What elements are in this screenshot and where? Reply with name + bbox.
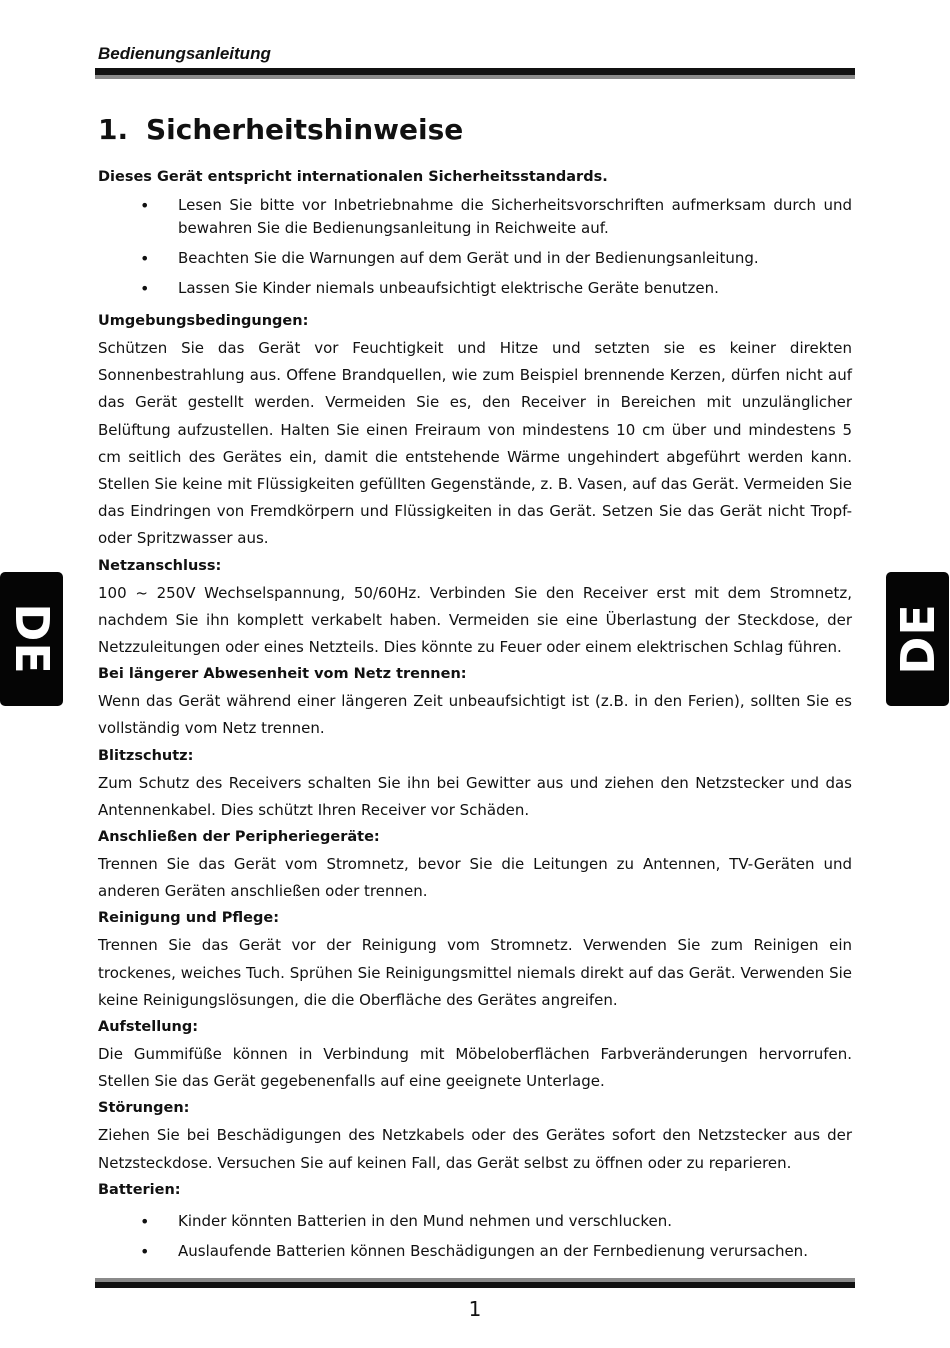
block-text: Die Gummifüße können in Verbindung mit Möbeloberflächen Farbveränderungen hervorrufen. Stellen Sie das Gerät gegebenenfalls auf eine geeignete Unterlage. bbox=[98, 1045, 852, 1091]
language-tab-left-label: DE bbox=[4, 603, 59, 675]
section-title-text: Sicherheitshinweise bbox=[146, 113, 464, 146]
list-item: • Auslaufende Batterien können Beschädigungen an der Fernbedienung verursachen. bbox=[98, 1240, 852, 1263]
block-heading: Aufstellung: bbox=[98, 1019, 199, 1036]
block-heading: Anschließen der Peripheriegeräte: bbox=[98, 829, 380, 846]
language-tab-left bbox=[0, 572, 63, 706]
block-text: Ziehen Sie bei Beschädigungen des Netzkabels oder des Gerätes sofort den Netzstecker aus der Netzsteckdose. Versuchen Sie auf keinen Fall, das Gerät selbst zu öffnen oder zu reparieren. bbox=[98, 1126, 852, 1172]
page-number: 1 bbox=[468, 1297, 482, 1321]
section-number: 1. bbox=[98, 113, 129, 146]
batteries-heading: Batterien: bbox=[98, 1181, 181, 1198]
section-title bbox=[98, 110, 852, 150]
list-item: • Lassen Sie Kinder niemals unbeaufsichtigt elektrische Geräte benutzen. bbox=[98, 277, 852, 300]
block-text: Schützen Sie das Gerät vor Feuchtigkeit und Hitze und setzten sie es keiner direkten Sonnenbestrahlung aus. Offene Brandquellen, wie zum Beispiel brennende Kerzen, dürfen nicht auf das Gerät gestellt werden. Vermeiden Sie es, den Receiver in Bereichen mit unzulänglicher Belüftung aufzustellen. Halten Sie einen Freiraum von mindestens 10 cm über und mindestens 5 cm seitlich des Gerätes ein, damit die entstehende Wärme ungehindert abgeführt werden kann. Stellen Sie keine mit Flüssigkeiten gefüllten Gegenstände, z. B. Vasen, auf das Gerät. Vermeiden Sie das Eindringen von Fremdkörpern und Flüssigkeiten in das Gerät. Setzen Sie das Gerät nicht Tropf- oder Spritzwasser aus. bbox=[98, 339, 852, 548]
block-heading: Blitzschutz: bbox=[98, 747, 194, 764]
block-heading: Reinigung und Pflege: bbox=[98, 910, 280, 927]
section-lead: Dieses Gerät entspricht internationalen Sicherheitsstandards. bbox=[98, 169, 608, 185]
safety-bullet-list bbox=[98, 194, 852, 300]
header-rule bbox=[95, 68, 855, 79]
block-text: 100 ~ 250V Wechselspannung, 50/60Hz. Verbinden Sie den Receiver erst mit dem Stromnetz, nachdem Sie ihn komplett verkabelt haben. Vermeiden sie eine Überlastung der Steckdose, der Netzzuleitungen oder eines Netzteils. Dies könnte zu Feuer oder einem elektrischen Schlag führen. bbox=[98, 583, 852, 657]
block-heading: Netzanschluss: bbox=[98, 557, 222, 574]
footer-rule bbox=[95, 1278, 855, 1288]
block-text: Wenn das Gerät während einer längeren Zeit unbeaufsichtigt ist (z.B. in den Ferien), sollten Sie es vollständig vom Netz trennen. bbox=[98, 692, 852, 738]
header-title: Bedienungsanleitung bbox=[98, 44, 271, 63]
block-heading: Umgebungsbedingungen: bbox=[98, 313, 309, 329]
block-text: Trennen Sie das Gerät vom Stromnetz, bevor Sie die Leitungen zu Antennen, TV-Geräten und anderen Geräten anschließen oder trennen. bbox=[98, 855, 852, 901]
block-heading: Bei längerer Abwesenheit vom Netz trennen: bbox=[98, 666, 467, 683]
batteries-bullet-list bbox=[98, 1210, 852, 1263]
main-content bbox=[98, 110, 852, 1271]
block-text: Zum Schutz des Receivers schalten Sie ihn bei Gewitter aus und ziehen den Netzstecker und das Antennenkabel. Dies schützt Ihren Receiver vor Schäden. bbox=[98, 773, 852, 819]
list-item: • Beachten Sie die Warnungen auf dem Gerät und in der Bedienungsanleitung. bbox=[98, 247, 852, 270]
block-text: Trennen Sie das Gerät vor der Reinigung vom Stromnetz. Verwenden Sie zum Reinigen ein trockenes, weiches Tuch. Sprühen Sie Reinigungsmittel niemals direkt auf das Gerät. Verwenden Sie keine Reinigungslösungen, die die Oberfläche des Gerätes angreifen. bbox=[98, 936, 852, 1009]
language-tab-right-label: DE bbox=[890, 603, 945, 675]
block-heading: Störungen: bbox=[98, 1100, 190, 1117]
language-tab-right bbox=[886, 572, 949, 706]
list-item: • Kinder könnten Batterien in den Mund nehmen und verschlucken. bbox=[98, 1210, 852, 1233]
list-item: • Lesen Sie bitte vor Inbetriebnahme die Sicherheitsvorschriften aufmerksam durch und bewahren Sie die Bedienungsanleitung in Reichweite auf. bbox=[98, 194, 852, 240]
